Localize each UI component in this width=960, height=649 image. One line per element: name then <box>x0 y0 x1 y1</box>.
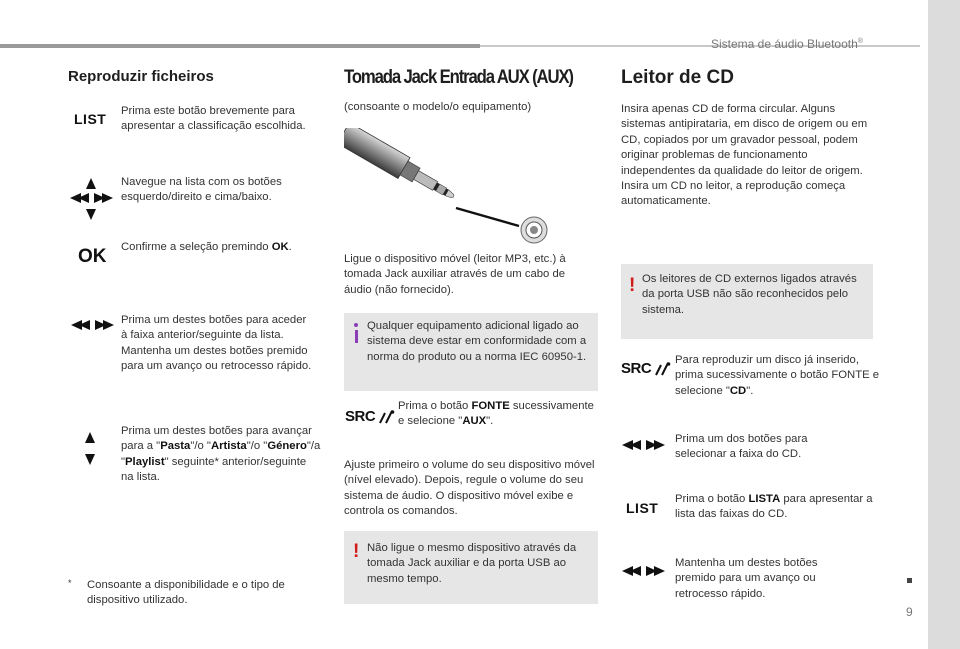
warning-icon: ! <box>629 275 636 296</box>
page-side-strip <box>928 0 960 649</box>
section-header: Sistema de áudio Bluetooth® <box>711 37 863 51</box>
skip-left-right-icon <box>71 320 114 330</box>
footnote-text: Consoante a disponibilidade e o tipo de dispositivo utilizado. <box>87 579 285 607</box>
reproduzir-title: Reproduzir ficheiros <box>68 68 214 85</box>
up-down-icon <box>85 432 97 468</box>
aux-connect-text: Ligue o dispositivo móvel (leitor MP3, etc.) à tomada Jack auxiliar através de um cabo de áudio (não fornecido). <box>344 253 566 296</box>
aux-subtitle: (consoante o modelo/o equipamento) <box>344 101 532 113</box>
src-aux-text: Prima o botão FONTE sucessivamente e selecione "AUX". <box>398 400 594 428</box>
src-button-icon: SRC <box>621 360 671 377</box>
skip-description: Prima um destes botões para aceder à faixa anterior/seguinte da lista. Mantenha um destes botões premido para um avanço ou retrocesso rápido. <box>121 314 312 373</box>
info-note <box>344 313 598 391</box>
aux-warning-text: Não ligue o mesmo dispositivo através da tomada Jack auxiliar e da porta USB ao mesmo tempo. <box>367 542 577 585</box>
page-marker <box>907 578 912 583</box>
cd-skip-text: Prima um dos botões para selecionar a faixa do CD. <box>675 433 808 461</box>
aux-warning-note <box>344 531 598 604</box>
list-button-label: LIST <box>626 500 659 516</box>
info-icon <box>354 323 358 327</box>
src-button-icon: SRC <box>345 408 395 425</box>
confirm-description: Confirme a seleção premindo OK. <box>121 241 292 253</box>
aux-volume-text: Ajuste primeiro o volume do seu dispositivo móvel (nível elevado). Depois, regule o volume do seu sistema de áudio. O dispositivo móvel exibe e controla os comandos. <box>344 459 595 518</box>
cd-src-text: Para reproduzir um disco já inserido, prima sucessivamente o botão FONTE e selecione "CD". <box>675 354 880 397</box>
footnote-mark: * <box>68 578 72 588</box>
navigate-description: Navegue na lista com os botões esquerdo/direito e cima/baixo. <box>121 176 282 204</box>
cd-warning-text: Os leitores de CD externos ligados através da porta USB não são reconhecidos pelo sistema. <box>642 273 857 316</box>
jack-cable-illustration <box>344 128 549 246</box>
info-note-text: Qualquer equipamento adicional ligado ao sistema deve estar em conformidade com a norma do produto ou a norma IEC 60950-1. <box>367 320 587 363</box>
cd-warning-note <box>621 264 873 339</box>
skip-left-right-icon <box>622 440 665 450</box>
cd-title: Leitor de CD <box>621 67 734 88</box>
cd-description: Insira apenas CD de forma circular. Alguns sistemas antipirataria, em disco de origem ou em CD, copiados por um gravador pessoal, podem originar problemas de funcionamento independentes da qualidade do leitor de origem. Insira um CD no leitor, a reprodução começa automaticamente. <box>621 103 868 208</box>
cd-list-text: Prima o botão LISTA para apresentar a lista das faixas do CD. <box>675 493 873 521</box>
page-number: 9 <box>906 605 913 619</box>
folder-navigation-description: Prima um destes botões para avançar para a "Pasta"/o "Artista"/o "Género"/a "Playlist" seguinte* anterior/seguinte na lista. <box>121 425 321 484</box>
header-rule-left <box>0 44 480 48</box>
fast-forward-rewind-icon <box>622 566 665 576</box>
list-description: Prima este botão brevemente para apresentar a classificação escolhida. <box>121 105 306 133</box>
arrows-4-way-icon <box>70 176 114 220</box>
aux-title: Tomada Jack Entrada AUX (AUX) <box>344 67 573 88</box>
ok-button-label: OK <box>78 246 107 267</box>
warning-icon: ! <box>353 541 360 562</box>
list-button-label: LIST <box>74 111 107 127</box>
cd-hold-text: Mantenha um destes botões premido para um avanço ou retrocesso rápido. <box>675 557 818 600</box>
